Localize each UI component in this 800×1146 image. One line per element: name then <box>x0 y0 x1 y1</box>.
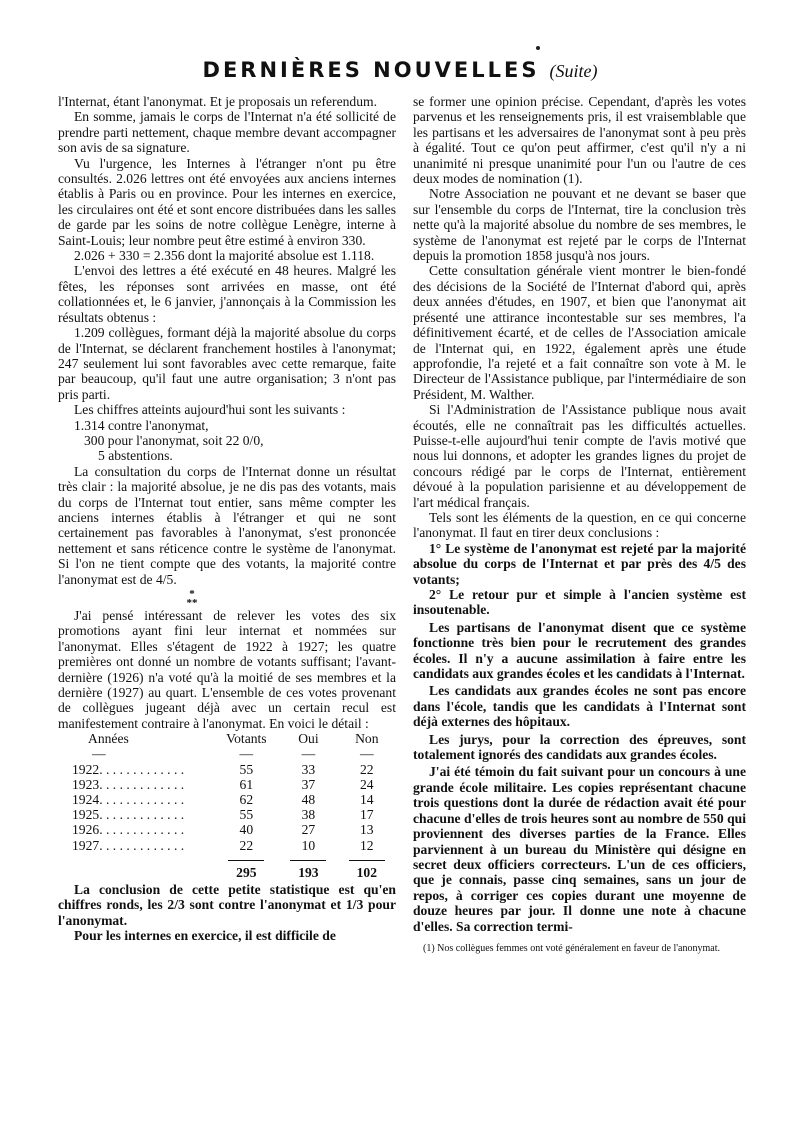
dash-cell: — <box>92 746 106 762</box>
dash-cell: — <box>239 746 254 762</box>
paragraph: Les jurys, pour la correction des épreuves, sont totalement ignorés des candidats aux grandes écoles. <box>413 731 746 763</box>
page-header <box>0 58 800 82</box>
votants-cell: 61 <box>239 776 254 792</box>
year-cell: 1926. . . . . . . . . . . . . <box>72 822 185 838</box>
oui-cell: 27 <box>301 822 316 838</box>
printer-dot-mark <box>536 46 540 50</box>
footnote: (1) Nos collègues femmes ont voté généralement en faveur de l'anonymat. <box>423 942 720 954</box>
paragraph: J'ai été témoin du fait suivant pour un concours à une grande école militaire. Les copies représentant chacune trois questions dont la durée de rédaction avait été pour chacune d'elles de trois heures sont au nombre de 550 qui proviennent des diverses parties de la France. Elles parviennent à un bureau du Ministère qui désigne en secret deux officiers correcteurs. L'un de ces officiers, que je connais, passe cinq semaines, sans un jour de repos, à corriger ces copies durant une moyenne de douze heures par jour. Il donne une note à chacune d'elles. Sa correction termi- <box>413 764 746 934</box>
paragraph: Pour les internes en exercice, il est difficile de <box>74 928 336 944</box>
votes-table <box>58 731 396 880</box>
separator-star-top: * <box>189 588 195 600</box>
oui-cell: 38 <box>301 807 316 823</box>
paragraph: 2.026 + 330 = 2.356 dont la majorité absolue est 1.118. <box>74 248 375 264</box>
paragraph: se former une opinion précise. Cependant, d'après les votes parvenus et les renseignements pris, il est vraisemblable que les partisans et les adversaires de l'anonymat sont à peu près à égalité. Tout ce qu'on peut affirmer, c'est qu'il n'y a ni unanimité ni presque unanimité pour l'un ou l'autre de ces deux modes de nomination (1). <box>413 94 746 187</box>
column-header-votants: Votants <box>226 731 267 747</box>
paragraph: Cette consultation générale vient montrer le bien-fondé des décisions de la Société de l'Internat d'abord qui, après deux années d'études, en 1907, et bien que l'anonymat ait présenté une attirance incontestable sur ses membres, l'a définitivement écarté, et de celles de l'Association amicale de l'Internat qui, en 1922, également après une étude approfondie, l'a rejeté et a fait connaître son vote à M. le Directeur de l'Assistance publique, par l'intermédiaire de son Président, M. Walther. <box>413 263 746 402</box>
paragraph: Tels sont les éléments de la question, en ce qui concerne l'anonymat. Il faut en tirer deux conclusions : <box>413 509 746 541</box>
table-header-row <box>58 731 396 746</box>
non-cell: 14 <box>360 792 374 808</box>
dash-cell: — <box>360 746 374 762</box>
section-separator-asterisks <box>0 590 396 608</box>
oui-cell: 48 <box>301 792 316 808</box>
paragraph: La conclusion de cette petite statistique est qu'en chiffres ronds, les 2/3 sont contre l'anonymat et 1/3 pour l'anonymat. <box>58 882 396 928</box>
table-row <box>58 822 396 837</box>
oui-cell: 10 <box>301 837 316 853</box>
table-rule-row <box>58 853 396 861</box>
total-oui-cell: 193 <box>298 864 319 880</box>
votants-cell: 40 <box>239 822 254 838</box>
table-row <box>58 838 396 853</box>
table-row <box>58 792 396 807</box>
year-cell: 1927. . . . . . . . . . . . . <box>72 837 185 853</box>
vote-count-list <box>58 418 396 464</box>
total-non-cell: 102 <box>356 864 377 880</box>
rule-cell <box>338 853 396 861</box>
left-column <box>58 94 396 944</box>
empty-cell <box>58 853 213 861</box>
paragraph: La consultation du corps de l'Internat donne un résultat très clair : la majorité absolue, je ne dis pas des votants, mais du corps de l'Internat tout entier, sans même compter les anciens internes établis à l'étranger et qui ne sont certainement pas favorables à l'anonymat, s'est prononcée nettement et sans réticence contre le système de l'anonymat. Si l'on ne tient compte que des votants, la majorité contre l'anonymat est de 4/5. <box>58 463 396 587</box>
table-totals-row <box>58 861 396 880</box>
non-cell: 22 <box>360 761 374 777</box>
paragraph: Si l'Administration de l'Assistance publique nous avait écoutés, elle ne connaîtrait pas les difficultés actuelles. Puisse-t-elle aujourd'hui tenir compte de l'avis motivé que nous lui donnons, et adopter les grandes lignes du projet de concours rédigé par le corps de l'Internat, entièrement dévoué à la population parisienne et au développement de l'art médical français. <box>413 402 746 510</box>
votants-cell: 62 <box>239 792 254 808</box>
year-cell: 1924. . . . . . . . . . . . . <box>72 792 185 808</box>
paragraph: Vu l'urgence, les Internes à l'étranger n'ont pu être consultés. 2.026 lettres ont été envoyées aux anciens internes établis à Paris ou en province. Pour les internes en exercice, les circulaires ont été et sont encore distribuées dans les salles de garde par les soins de notre collègue Lenègre, interne à Saint-Louis; leur nombre peut être estimé à environ 330. <box>58 155 396 248</box>
separator-star-bottom: ** <box>186 597 198 609</box>
year-cell: 1922. . . . . . . . . . . . . <box>72 761 185 777</box>
non-cell: 12 <box>360 837 374 853</box>
list-item: 1.314 contre l'anonymat, <box>74 417 209 433</box>
right-column <box>413 94 746 954</box>
empty-cell <box>58 861 213 880</box>
table-dash-row <box>58 746 396 761</box>
paragraph: Les partisans de l'anonymat disent que ce système fonctionne très bien pour le recrutement des grandes écoles. Il n'y a aucune assimilation à faire entre les candidats aux grandes écoles et les candidats à l'Internat. <box>413 619 746 682</box>
votants-cell: 55 <box>239 807 254 823</box>
rule-cell <box>213 853 279 861</box>
oui-cell: 33 <box>301 761 316 777</box>
year-cell: 1923. . . . . . . . . . . . . <box>72 776 185 792</box>
paragraph: Notre Association ne pouvant et ne devant se baser que sur l'ensemble du corps de l'Internat, tire la conclusion très nette qu'à la majorité absolue du nombre de ses membres, le système de l'anonymat est rejeté par le corps de l'Internat depuis la promotion 1858 jusqu'à nos jours. <box>413 186 746 264</box>
list-item: 5 abstentions. <box>98 448 173 464</box>
rule-cell <box>279 853 337 861</box>
total-votants-cell: 295 <box>236 864 257 880</box>
year-cell: 1925. . . . . . . . . . . . . <box>72 807 185 823</box>
non-cell: 17 <box>360 807 374 823</box>
column-header-oui: Oui <box>298 731 319 747</box>
dash-cell: — <box>301 746 316 762</box>
table-row <box>58 777 396 792</box>
non-cell: 24 <box>360 776 374 792</box>
paragraph: l'Internat, étant l'anonymat. Et je proposais un referendum. <box>58 94 377 109</box>
column-header-non: Non <box>355 731 379 747</box>
paragraph: 1.209 collègues, formant déjà la majorité absolue du corps de l'Internat, se déclarent franchement hostiles à l'anonymat; 247 seulement lui sont favorables avec cette remarque, faite par beaucoup, qu'il faut une autre organisation; 3 n'ont pas pris parti. <box>58 325 396 402</box>
header-title: DERNIÈRES NOUVELLES <box>202 58 540 82</box>
votants-cell: 55 <box>239 761 254 777</box>
column-header-annees: Années <box>88 731 129 747</box>
non-cell: 13 <box>360 822 374 838</box>
paragraph: L'envoi des lettres a été exécuté en 48 heures. Malgré les fêtes, les réponses sont arrivées en masse, ont été collationnées et, le 6 janvier, j'annonçais à la Commission les résultats obtenus : <box>58 263 396 325</box>
oui-cell: 37 <box>301 776 316 792</box>
paragraph: En somme, jamais le corps de l'Internat n'a été sollicité de prendre parti nettement, chaque membre devant accompagner son avis de sa signature. <box>58 109 396 156</box>
table-row <box>58 762 396 777</box>
table-row <box>58 807 396 822</box>
list-item: 300 pour l'anonymat, soit 22 0/0, <box>84 432 264 448</box>
paragraph: Les chiffres atteints aujourd'hui sont les suivants : <box>74 402 346 418</box>
header-suite: (Suite) <box>549 61 598 81</box>
paragraph: Les candidats aux grandes écoles ne sont pas encore dans l'école, tandis que les candidats à l'Internat sont déjà externes des hôpitaux. <box>413 683 746 730</box>
paragraph: J'ai pensé intéressant de relever les votes des six promotions ayant fini leur internat et nommées sur l'anonymat. Elles s'étagent de 1922 à 1927; les quatre premières ont donné un nombre de votants suffisant; l'avant-dernière (1926) n'a voté qu'à la moitié de ses membres et la dernière (1927) au quart. L'ensemble de ces votes provenant de collègues jugeant déjà avec un certain recul est manifestement contraire à l'anonymat. En voici le détail : <box>58 608 396 731</box>
votants-cell: 22 <box>239 837 254 853</box>
paragraph: 2° Le retour pur et simple à l'ancien système est insoutenable. <box>413 587 746 618</box>
paragraph: 1° Le système de l'anonymat est rejeté par la majorité absolue du corps de l'Internat et par près des 4/5 des votants; <box>413 540 746 587</box>
